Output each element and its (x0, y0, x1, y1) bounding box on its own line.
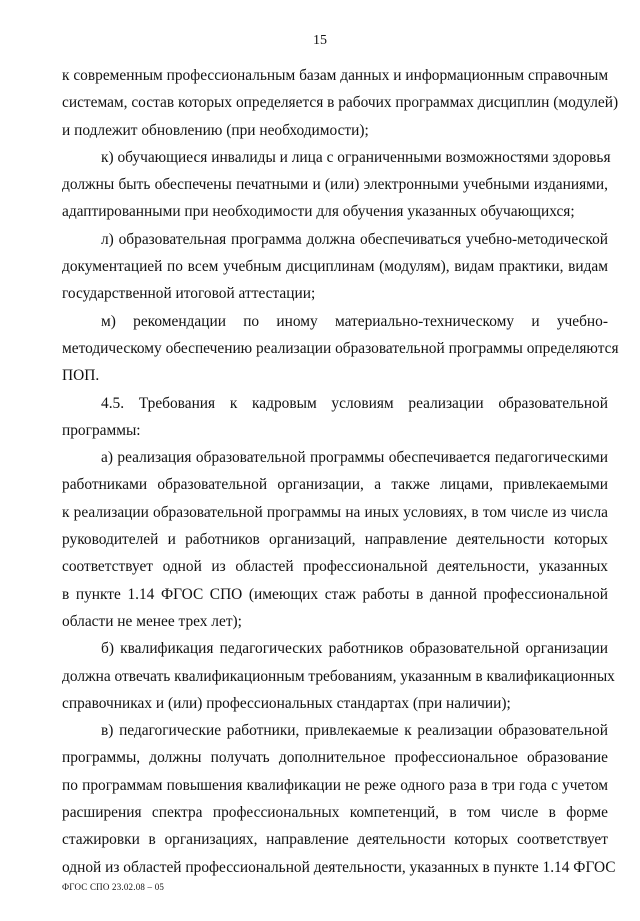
text-line: стажировки в организациях, направление деятельности которых соответствует (62, 831, 608, 849)
text-line: одной из областей профессиональной деятельности, указанных в пункте 1.14 ФГОС (62, 858, 616, 876)
paragraph-k-start: к) обучающиеся инвалиды и лица с ограниченными возможностями здоровья (101, 148, 611, 166)
text-line: области не менее трех лет); (62, 612, 242, 630)
text-line: руководителей и работников организаций, направление деятельности которых (62, 531, 608, 549)
section-4-5-heading: 4.5. Требования к кадровым условиям реализации образовательной (101, 394, 608, 412)
text-line: программы: (62, 421, 141, 439)
text-line: ПОП. (62, 367, 100, 385)
paragraph-m-start: м) рекомендации по иному материально-техническому и учебно- (101, 312, 608, 330)
paragraph-l-start: л) образовательная программа должна обеспечиваться учебно-методической (101, 230, 608, 248)
text-line: должны быть обеспечены печатными и (или) электронными учебными изданиями, (62, 176, 608, 194)
text-line: работниками образовательной организации, а также лицами, привлекаемыми (62, 476, 608, 494)
paragraph-b-start: б) квалификация педагогических работников образовательной организации (101, 640, 608, 658)
text-line: и подлежит обновлению (при необходимости); (62, 121, 369, 139)
paragraph-v-start: в) педагогические работники, привлекаемые к реализации образовательной (101, 722, 608, 740)
page-number: 15 (313, 33, 327, 48)
text-line: к современным профессиональным базам данных и информационным справочным (62, 67, 609, 84)
text-line: должна отвечать квалификационным требованиям, указанным в квалификационных (62, 667, 615, 685)
document-body (62, 62, 619, 881)
text-line: к реализации образовательной программы на иных условиях, в том числе из числа (62, 503, 608, 521)
text-line: расширения спектра профессиональных компетенций, в том числе в форме (62, 804, 608, 822)
text-line: в пункте 1.14 ФГОС СПО (имеющих стаж работы в данной профессиональной (62, 585, 608, 603)
text-line: системам, состав которых определяется в рабочих программах дисциплин (модулей) (62, 94, 619, 112)
text-line: программы, должны получать дополнительное профессиональное образование (62, 749, 608, 767)
text-line: государственной итоговой аттестации; (62, 285, 316, 303)
text-line: по программам повышения квалификации не реже одного раза в три года с учетом (62, 776, 608, 794)
text-line: методическому обеспечению реализации образовательной программы определяются (62, 339, 619, 357)
document-footer: ФГОС СПО 23.02.08 – 05 (62, 882, 165, 892)
text-line: документацией по всем учебным дисциплинам (модулям), видам практики, видам (62, 258, 608, 276)
text-line: справочниках и (или) профессиональных стандартах (при наличии); (62, 694, 511, 712)
text-line: адаптированными при необходимости для обучения указанных обучающихся; (62, 203, 575, 221)
paragraph-a-start: а) реализация образовательной программы обеспечивается педагогическими (101, 449, 608, 467)
text-line: соответствует одной из областей профессиональной деятельности, указанных (62, 558, 608, 576)
